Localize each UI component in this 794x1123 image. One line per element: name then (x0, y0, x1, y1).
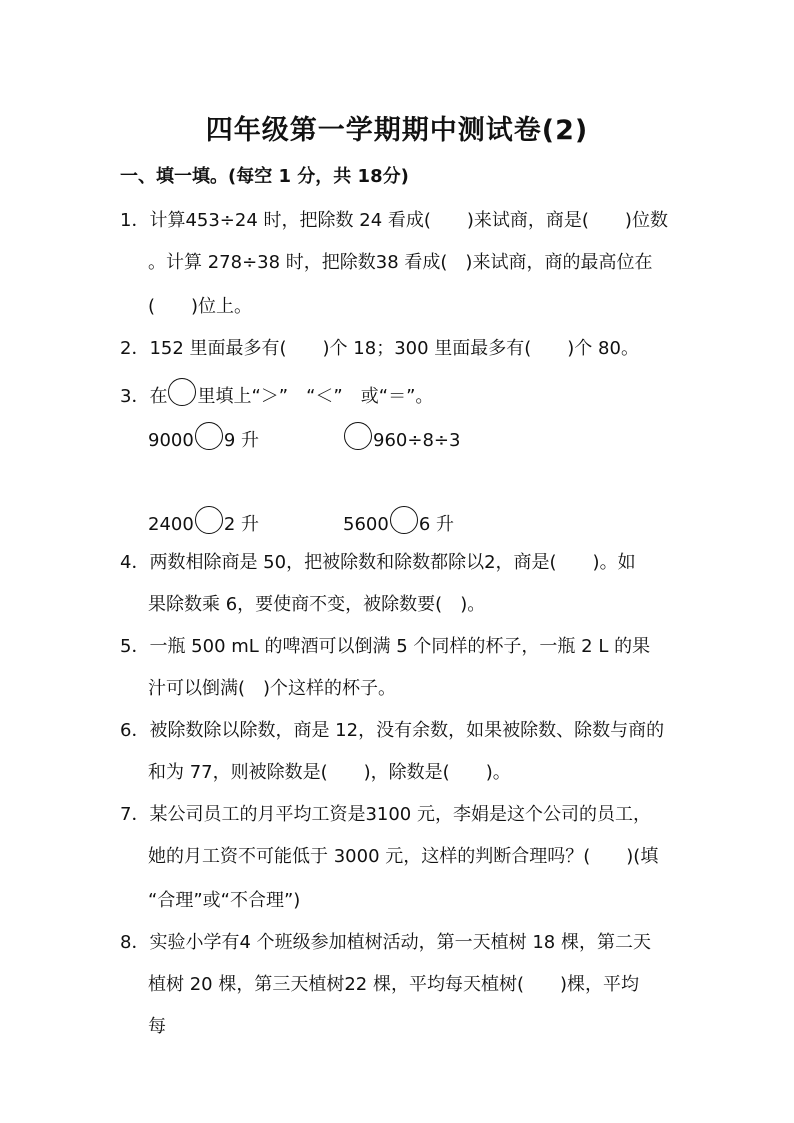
question-4-line-2: 果除数乘 6，要使商不变，被除数要( )。 (148, 594, 486, 615)
question-8-line-1: 8．实验小学有4 个班级参加植树活动，第一天植树 18 棵，第二天 (120, 932, 651, 953)
answer-circle-icon[interactable] (195, 422, 223, 450)
answer-circle-icon[interactable] (390, 506, 418, 534)
question-1-line-2: 。计算 278÷38 时，把除数38 看成( )来试商，商的最高位在 (148, 252, 653, 273)
question-7-line-3: “合理”或“不合理”) (148, 890, 301, 911)
comparison-item-4 (343, 506, 454, 536)
question-3-suffix: 里填上“＞” “＜” 或“＝”。 (197, 386, 434, 407)
question-6-line-1: 6．被除数除以除数，商是 12，没有余数，如果被除数、除数与商的 (120, 720, 665, 741)
question-6-line-2: 和为 77，则被除数是( )，除数是( )。 (148, 762, 511, 783)
comparison-item-2 (343, 422, 460, 451)
question-3-line-1 (120, 378, 433, 408)
question-5-line-2: 汁可以倒满( )个这样的杯子。 (148, 678, 397, 699)
question-1-line-1: 1．计算453÷24 时，把除数 24 看成( )来试商，商是( )位数 (120, 210, 668, 231)
comparison-right: 960÷8÷3 (373, 430, 461, 451)
comparison-item-1 (148, 422, 259, 452)
question-8-line-2: 植树 20 棵，第三天植树22 棵，平均每天植树( )棵，平均 (148, 974, 640, 995)
comparison-item-3 (148, 506, 259, 536)
section-heading: 一、填一填。(每空 1 分，共 18分) (120, 166, 409, 187)
question-3-prefix: 3．在 (120, 386, 168, 407)
answer-circle-icon[interactable] (195, 506, 223, 534)
answer-circle-icon[interactable] (344, 422, 372, 450)
comparison-right: 9 升 (223, 430, 259, 451)
page-title: 四年级第一学期期中测试卷(2) (205, 115, 589, 146)
question-8-line-3: 每 (148, 1016, 166, 1037)
question-2-line-1: 2．152 里面最多有( )个 18；300 里面最多有( )个 80。 (120, 338, 639, 359)
question-5-line-1: 5．一瓶 500 mL 的啤酒可以倒满 5 个同样的杯子，一瓶 2 L 的果 (120, 636, 651, 657)
answer-circle-icon (168, 378, 196, 406)
question-4-line-1: 4．两数相除商是 50，把被除数和除数都除以2，商是( )。如 (120, 552, 636, 573)
question-7-line-1: 7．某公司员工的月平均工资是3100 元，李娟是这个公司的员工， (120, 804, 651, 825)
comparison-right: 2 升 (223, 514, 259, 535)
comparison-right: 6 升 (418, 514, 454, 535)
question-7-line-2: 她的月工资不可能低于 3000 元，这样的判断合理吗？( )(填 (148, 846, 659, 867)
comparison-left: 5600 (343, 514, 389, 535)
comparison-left: 9000 (148, 430, 194, 451)
comparison-left: 2400 (148, 514, 194, 535)
question-1-line-3: ( )位上。 (148, 296, 253, 317)
